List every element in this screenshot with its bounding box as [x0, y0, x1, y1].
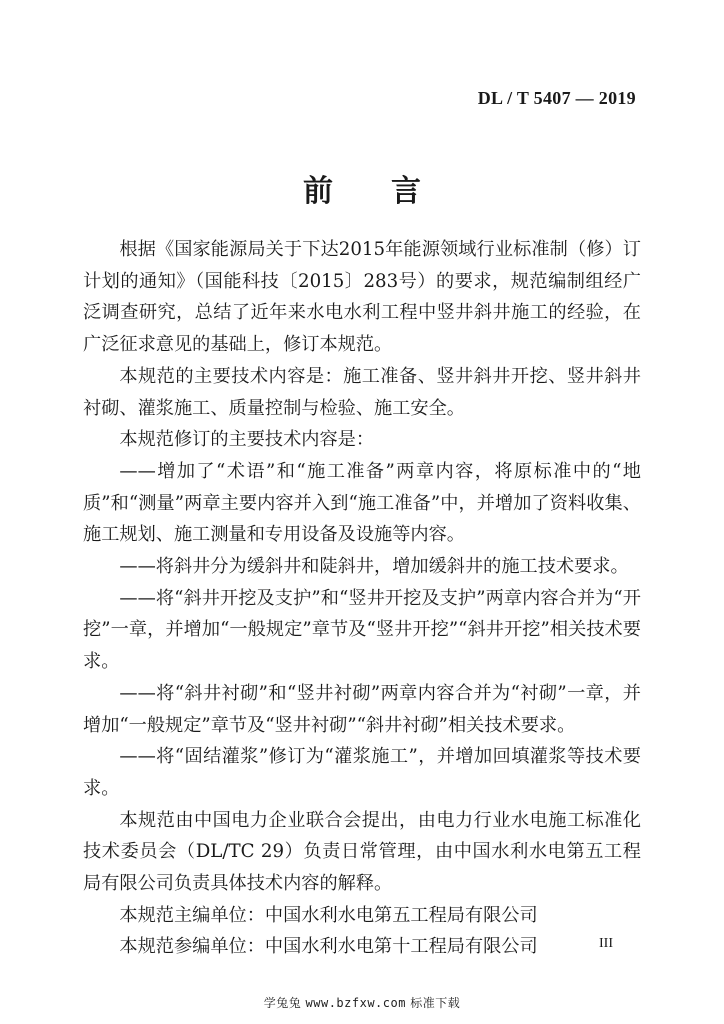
revision-item: ——将“固结灌浆”修订为“灌浆施工”，并增加回填灌浆等技术要求。 [83, 746, 641, 799]
paragraph-proposer: 本规范由中国电力企业联合会提出，由电力行业水电施工标准化技术委员会（DL/TC 29）负责日常管理，由中国水利水电第五工程局有限公司负责具体技术内容的解释。 [83, 809, 641, 895]
paragraph-chief-editor: 本规范主编单位：中国水利水电第五工程局有限公司 [119, 904, 538, 926]
paragraph-main-content: 本规范的主要技术内容是：施工准备、竖井斜井开挖、竖井斜井衬砌、灌浆施工、质量控制与检验、施工安全。 [83, 365, 641, 419]
watermark-footer [0, 994, 724, 1011]
revision-item: ——将斜井分为缓斜井和陡斜井，增加缓斜井的施工技术要求。 [119, 556, 629, 578]
paragraph-basis: 根据《国家能源局关于下达2015年能源领域行业标准制（修）订计划的通知》（国能科技〔2015〕283号）的要求，规范编制组经广泛调查研究，总结了近年来水电水利工程中竖井斜井施工的经验，在广泛征求意见的基础上，修订本规范。 [83, 239, 641, 356]
paragraph-co-editor: 本规范参编单位：中国水利水电第十工程局有限公司 [119, 936, 538, 958]
preface-body [83, 234, 641, 963]
watermark-url: www.bzfxw.com [305, 996, 406, 1010]
watermark-label: 标准下载 [410, 996, 461, 1010]
standard-code: DL / T 5407 — 2019 [477, 88, 636, 108]
watermark-site-name: 学兔兔 [263, 996, 302, 1010]
paragraph-revision-intro: 本规范修订的主要技术内容是： [119, 429, 375, 451]
page-number: III [599, 936, 613, 951]
revision-item: ——将“斜井衬砌”和“竖井衬砌”两章内容合并为“衬砌”一章，并增加“一般规定”章节及“竖井衬砌”“斜井衬砌”相关技术要求。 [83, 682, 641, 736]
revision-item: ——增加了“术语”和“施工准备”两章内容，将原标准中的“地质”和“测量”两章主要内容并入到“施工准备”中，并增加了资料收集、施工规划、施工测量和专用设备及设施等内容。 [83, 460, 641, 546]
revision-item: ——将“斜井开挖及支护”和“竖井开挖及支护”两章内容合并为“开挖”一章，并增加“一般规定”章节及“竖井开挖”“斜井开挖”相关技术要求。 [83, 587, 641, 673]
page-title: 前言 [303, 174, 479, 209]
